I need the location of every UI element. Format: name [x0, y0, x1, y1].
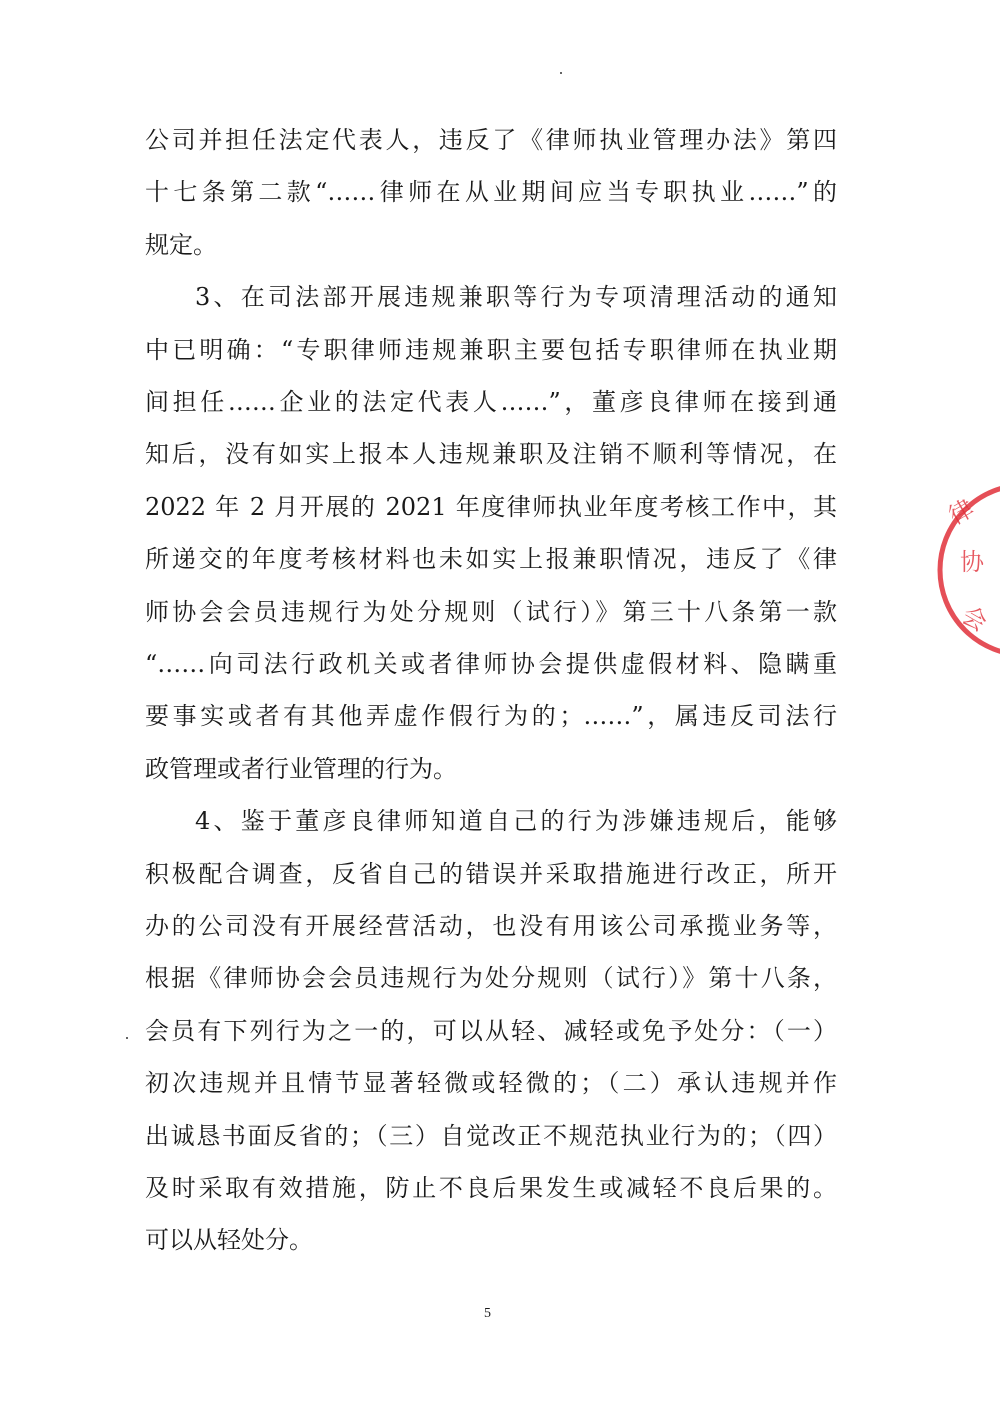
page-number: 5: [484, 1306, 491, 1321]
text-line: 会员有下列行为之一的，可以从轻、减轻或免予处分：（一）: [145, 1016, 837, 1045]
text-line: 知后，没有如实上报本人违规兼职及注销不顺利等情况，在: [145, 440, 837, 469]
scan-speck: [126, 1037, 128, 1039]
text-line: 所递交的年度考核材料也未如实上报兼职情况，违反了《律: [145, 545, 837, 574]
text-line: 2022 年 2 月开展的 2021 年度律师执业年度考核工作中，其: [145, 492, 837, 521]
text-line: 公司并担任法定代表人，违反了《律师执业管理办法》第四: [145, 126, 837, 154]
svg-text:律: 律: [944, 493, 979, 531]
text-line: 办的公司没有开展经营活动，也没有用该公司承揽业务等，: [145, 912, 837, 940]
text-line: 要事实或者有其他弄虚作假行为的；……”，属违反司法行: [145, 702, 837, 731]
text-line: 根据《律师协会会员违规行为处分规则（试行）》第十八条，: [145, 964, 837, 993]
svg-text:协: 协: [960, 548, 984, 576]
red-seal-stamp: [920, 470, 1000, 670]
text-line: 积极配合调查，反省自己的错误并采取措施进行改正，所开: [145, 859, 837, 888]
text-line: 初次违规并且情节显著轻微或轻微的；（二）承认违规并作: [145, 1069, 837, 1098]
text-line: 3、在司法部开展违规兼职等行为专项清理活动的通知: [195, 283, 837, 312]
text-line: 师协会会员违规行为处分规则（试行）》第三十八条第一款: [145, 597, 837, 626]
text-line: 中已明确：“专职律师违规兼职主要包括专职律师在执业期: [145, 335, 837, 364]
text-line: 及时采取有效措施，防止不良后果发生或减轻不良后果的。: [145, 1174, 837, 1202]
text-line: 政管理或者行业管理的行为。: [145, 754, 457, 783]
text-line: 规定。: [145, 230, 217, 259]
text-line: 出诚恳书面反省的；（三）自觉改正不规范执业行为的；（四）: [145, 1121, 837, 1150]
scan-speck: [560, 72, 562, 74]
text-line: 十七条第二款“……律师在从业期间应当专职执业……”的: [145, 178, 837, 207]
text-line: “……向司法行政机关或者律师协会提供虚假材料、隐瞒重: [145, 650, 837, 678]
text-line: 4、鉴于董彦良律师知道自己的行为涉嫌违规后，能够: [195, 807, 837, 836]
svg-text:会: 会: [957, 600, 992, 638]
text-line: 可以从轻处分。: [145, 1226, 313, 1255]
text-line: 间担任……企业的法定代表人……”，董彦良律师在接到通: [145, 388, 837, 416]
